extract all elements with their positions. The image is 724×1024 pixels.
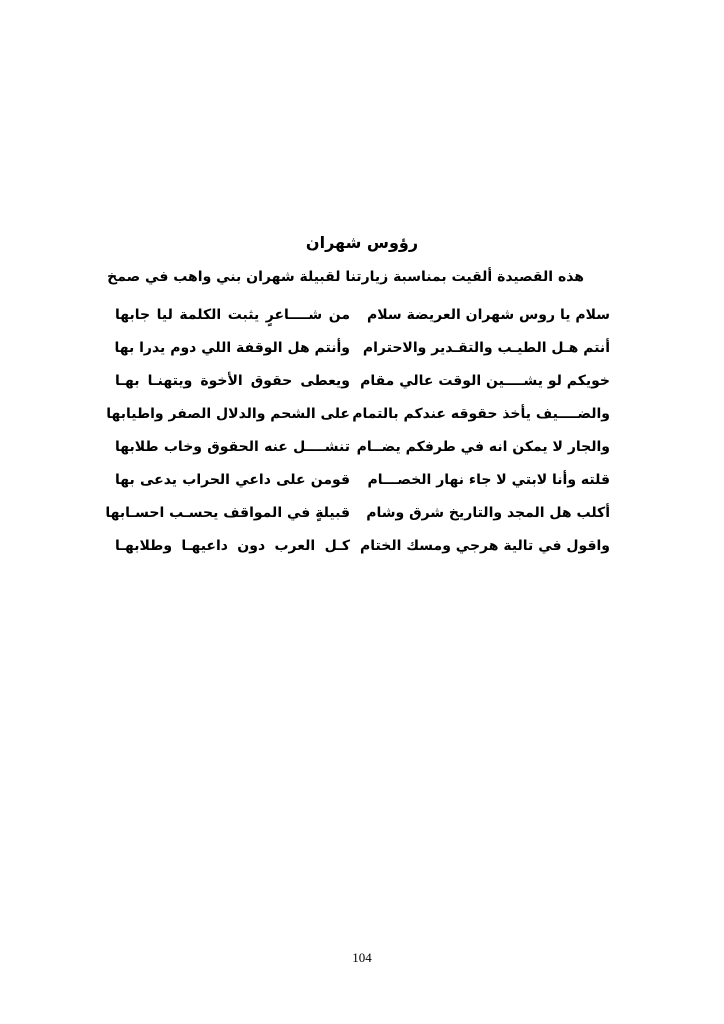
verse-second-hemistich: ويعطى حقوق الأخوة ويتهنـا بهـا bbox=[115, 373, 350, 389]
poem-verse bbox=[105, 505, 610, 538]
verse-second-hemistich: وأنتم هل الوقفة اللي دوم يدرا بها bbox=[114, 340, 350, 356]
verse-first-hemistich: واقول في تالية هرجي ومسك الختام bbox=[360, 538, 610, 554]
poem-verse bbox=[115, 538, 610, 571]
poem-body bbox=[105, 307, 610, 571]
verse-first-hemistich: قلته وأنا لابتي لا جاء نهار الخصـــام bbox=[367, 472, 610, 488]
poem-verse bbox=[106, 406, 610, 439]
verse-second-hemistich: قبيلةٍ في المواقف يحسـب احسـابها bbox=[105, 505, 350, 521]
poem-intro: هذه القصيدة ألقيت بمناسبة زيارتنا لقبيلة شهران بني واهب في صمخ bbox=[107, 269, 584, 285]
verse-second-hemistich: كـل العرب دون داعيهـا وطلابهـا bbox=[115, 538, 350, 554]
page-number: 104 bbox=[352, 950, 372, 965]
verse-first-hemistich: والضــــيف يأخذ حقوقه عندكم بالتمام bbox=[352, 406, 610, 422]
poem-verse bbox=[115, 439, 610, 472]
verse-first-hemistich: والجار لا يمكن انه في طرفكم يضــام bbox=[356, 439, 610, 455]
verse-second-hemistich: على الشحم والدلال الصفر واطيابها bbox=[106, 406, 350, 422]
verse-second-hemistich: قومن على داعي الحراب يدعى بها bbox=[115, 472, 350, 488]
verse-first-hemistich: أنتم هـل الطيـب والتقـدير والاحترام bbox=[362, 340, 610, 356]
poem-verse bbox=[115, 307, 610, 340]
verse-second-hemistich: تنشــــل عنه الحقوق وخاب طلابها bbox=[115, 439, 350, 455]
poem-verse bbox=[115, 340, 610, 373]
verse-first-hemistich: سلام يا روس شهران العريضة سلام bbox=[367, 307, 610, 323]
verse-second-hemistich: من شــــاعرٍ يثبت الكلمة ليا جابها bbox=[115, 307, 350, 323]
poem-verse bbox=[115, 373, 610, 406]
verse-first-hemistich: خويكم لو يشــــين الوقت عالي مقام bbox=[360, 373, 610, 389]
poem-title: رؤوس شهران bbox=[305, 233, 419, 252]
verse-first-hemistich: أكلب هل المجد والتاريخ شرق وشام bbox=[366, 505, 610, 521]
poem-verse bbox=[115, 472, 610, 505]
